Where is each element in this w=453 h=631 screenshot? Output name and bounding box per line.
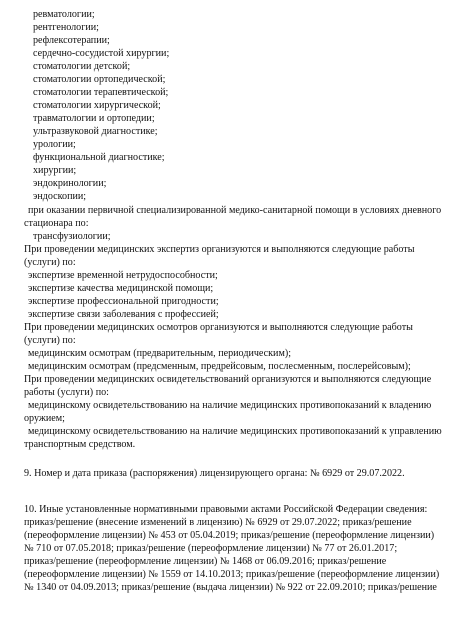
list-item: экспертизе качества медицинской помощи; — [28, 283, 214, 294]
paragraph-line: При проведении медицинских осмотров организуются и выполняются следующие работы — [24, 322, 413, 333]
list-item: медицинскому освидетельствованию на наличие медицинских противопоказаний к управлению — [28, 426, 442, 437]
list-item: эндокринологии; — [33, 178, 107, 189]
list-item: рентгенологии; — [33, 22, 99, 33]
section-10-line: № 1340 от 04.09.2013; приказ/решение (выдача лицензии) № 922 от 22.09.2010; приказ/решение — [24, 582, 437, 593]
list-item: медицинскому освидетельствованию на наличие медицинских противопоказаний к владению — [28, 400, 432, 411]
list-item: рефлексотерапии; — [33, 35, 110, 46]
section-10-line: (переоформление лицензии) № 453 от 05.04.2019; приказ/решение (переоформление лицензии) — [24, 530, 435, 541]
list-item: урологии; — [33, 139, 76, 150]
paragraph-line: работы (услуги) по: — [24, 387, 109, 398]
list-item: хирургии; — [33, 165, 77, 176]
section-10-line: приказ/решение (внесение изменений в лицензию) № 6929 от 29.07.2022; приказ/решение — [24, 517, 412, 528]
list-item-continuation: транспортным средством. — [24, 439, 136, 450]
list-item: стоматологии ортопедической; — [33, 74, 166, 85]
list-item: экспертизе профессиональной пригодности; — [28, 296, 219, 307]
list-item: функциональной диагностике; — [33, 152, 165, 163]
list-item: травматологии и ортопедии; — [33, 113, 155, 124]
section-10-line: приказ/решение (переоформление лицензии) № 1468 от 06.09.2016; приказ/решение — [24, 556, 387, 567]
list-item: ультразвуковой диагностике; — [33, 126, 158, 137]
list-item: ревматологии; — [33, 9, 95, 20]
list-item: сердечно-сосудистой хирургии; — [33, 48, 170, 59]
list-item: экспертизе временной нетрудоспособности; — [28, 270, 218, 281]
list-item: медицинским осмотрам (предварительным, периодическим); — [28, 348, 291, 359]
paragraph-line: стационара по: — [24, 218, 89, 229]
section-10-line: (переоформление лицензии) № 1559 от 14.10.2013; приказ/решение (переоформление лицензии) — [24, 569, 440, 580]
list-item: стоматологии хирургической; — [33, 100, 161, 111]
list-item: стоматологии терапевтической; — [33, 87, 169, 98]
paragraph-line: При проведении медицинских освидетельствований организуются и выполняются следующие — [24, 374, 432, 385]
section-10-line: 10. Иные установленные нормативными правовыми актами Российской Федерации сведения: — [24, 504, 428, 515]
list-item-continuation: оружием; — [24, 413, 65, 424]
section-10-line: № 710 от 07.05.2018; приказ/решение (переоформление лицензии) № 77 от 26.01.2017; — [24, 543, 398, 554]
paragraph-line: При проведении медицинских экспертиз организуются и выполняются следующие работы — [24, 244, 415, 255]
paragraph-line: при оказании первичной специализированной медико-санитарной помощи в условиях дневного — [28, 205, 442, 216]
list-item: медицинским осмотрам (предсменным, предрейсовым, послесменным, послерейсовым); — [28, 361, 411, 372]
list-item: экспертизе связи заболевания с профессией; — [28, 309, 219, 320]
paragraph-line: (услуги) по: — [24, 335, 76, 346]
paragraph-line: (услуги) по: — [24, 257, 76, 268]
list-item: эндоскопии; — [33, 191, 87, 202]
section-9: 9. Номер и дата приказа (распоряжения) лицензирующего органа: № 6929 от 29.07.2022. — [24, 468, 405, 479]
list-item: стоматологии детской; — [33, 61, 131, 72]
list-item: трансфузиологии; — [33, 231, 111, 242]
